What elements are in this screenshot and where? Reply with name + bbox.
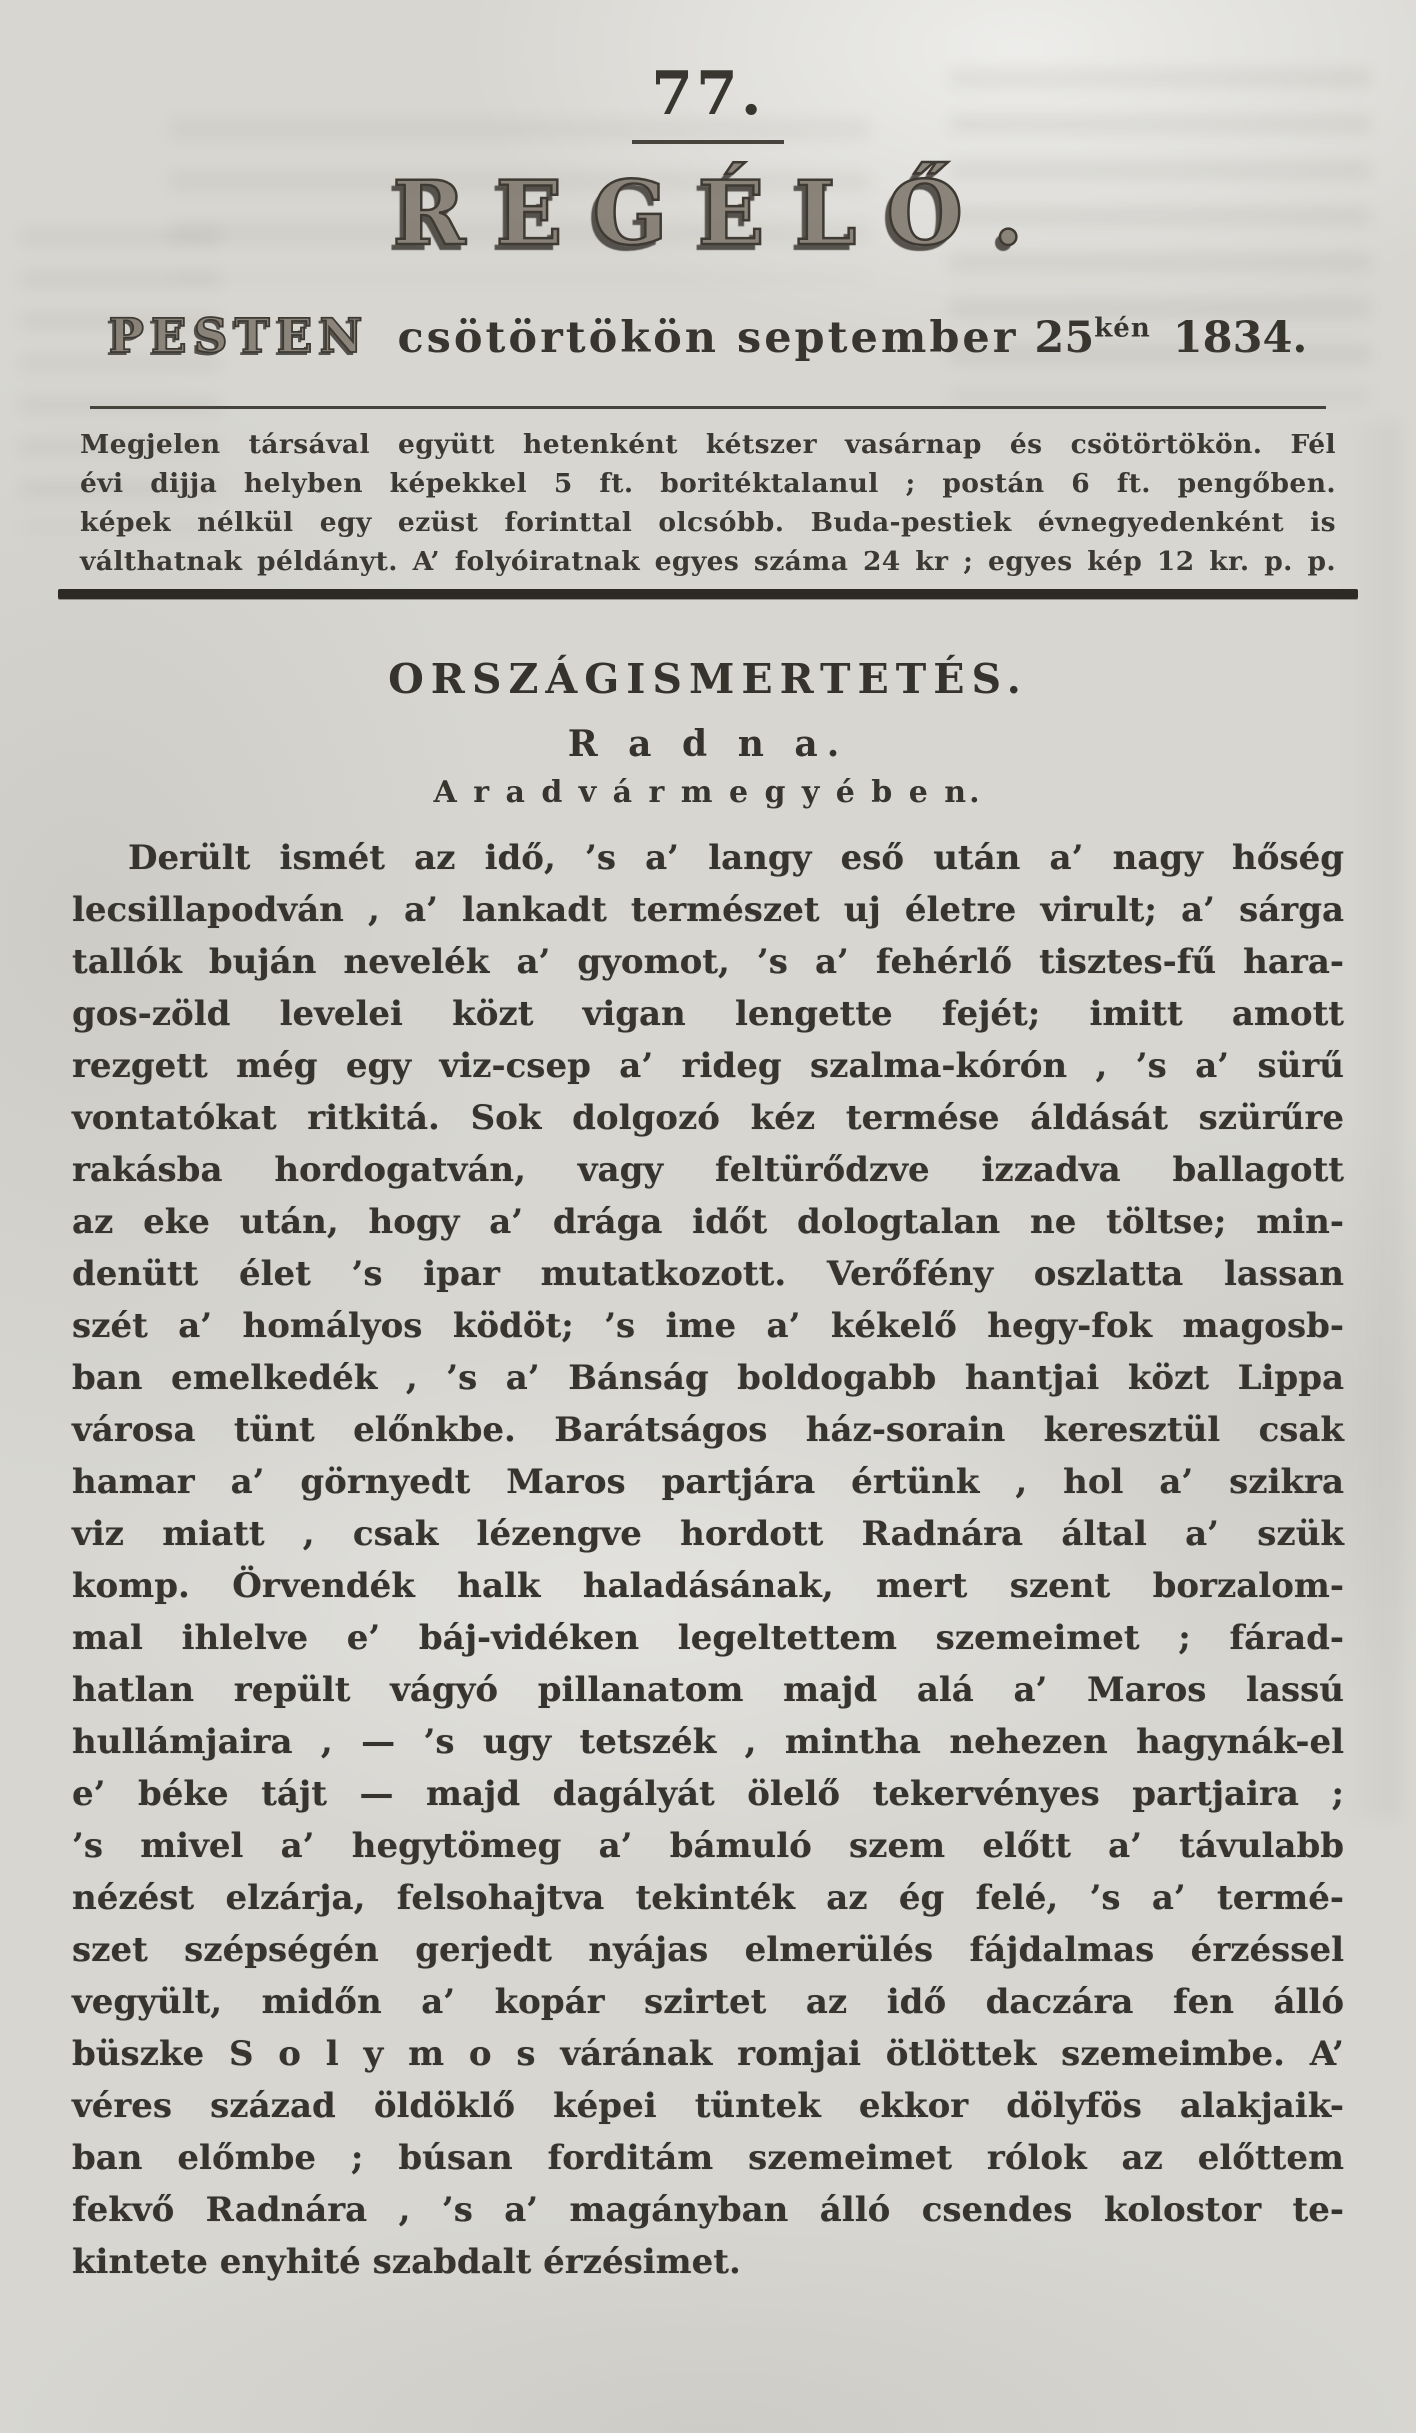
- body-line: viz miatt , csak lézengve hordott Radnára által a’ szük: [72, 1514, 1344, 1555]
- imprint-line: Megjelen társával együtt hetenként kétszer vasárnap és csötörtökön. Fél: [80, 429, 1336, 461]
- dateline: [0, 309, 1416, 364]
- article-body: [72, 832, 1344, 2288]
- dateline-day: 25: [1034, 313, 1095, 364]
- dateline-text: csötörtökön september: [397, 313, 1019, 364]
- imprint-line: válthatnak példányt. A’ folyóiratnak egyes száma 24 kr ; egyes kép 12 kr. p. p.: [80, 546, 1336, 578]
- body-line: fekvő Radnára , ’s a’ magányban álló csendes kolostor te-: [72, 2190, 1344, 2231]
- body-line: Derült ismét az idő, ’s a’ langy eső után a’ nagy hőség: [128, 838, 1344, 879]
- body-line: ban előmbe ; búsan forditám szemeimet rólok az előttem: [72, 2138, 1344, 2179]
- imprint-bottom-rule: [58, 589, 1358, 599]
- dateline-city: PESTEN: [108, 309, 370, 365]
- imprint-block: [80, 425, 1336, 581]
- body-line: hatlan repült vágyó pillanatom majd alá a’ Maros lassú: [72, 1670, 1344, 1711]
- body-line: komp. Örvendék halk haladásának, mert szent borzalom-: [72, 1566, 1344, 1607]
- dateline-year: 1834.: [1172, 313, 1308, 364]
- bleed-through-smudge: [1340, 420, 1400, 1820]
- section-title: ORSZÁGISMERTETÉS.: [388, 655, 1028, 704]
- body-line: városa tünt előnkbe. Barátságos ház-sorain keresztül csak: [72, 1410, 1344, 1451]
- body-line: kintete enyhité szabdalt érzésimet.: [72, 2242, 741, 2283]
- body-line: szét a’ homályos ködöt; ’s ime a’ kékelő hegy-fok magosb-: [72, 1306, 1344, 1347]
- masthead-title: REGÉLŐ.: [392, 161, 1054, 265]
- body-line: e’ béke tájt — majd dagályát ölelő tekervényes partjaira ;: [72, 1774, 1344, 1815]
- body-line: véres század öldöklő képei tüntek ekkor dölyfös alakjaik-: [72, 2086, 1344, 2127]
- body-line: vontatókat ritkitá. Sok dolgozó kéz termése áldását szürűre: [72, 1098, 1344, 1139]
- body-line: gos-zöld levelei közt vigan lengette fejét; imitt amott: [72, 994, 1344, 1035]
- issue-number: 77.: [651, 59, 765, 129]
- body-line: ban emelkedék , ’s a’ Bánság boldogabb hantjai közt Lippa: [72, 1358, 1344, 1399]
- body-line: tallók buján nevelék a’ gyomot, ’s a’ fehérlő tisztes-fű hara-: [72, 942, 1344, 983]
- imprint-top-rule: [90, 406, 1326, 409]
- body-line: lecsillapodván , a’ lankadt természet uj életre virult; a’ sárga: [72, 890, 1344, 931]
- imprint-line: évi dijja helyben képekkel 5 ft. boritéktalanul ; postán 6 ft. pengőben.: [80, 468, 1336, 500]
- issue-divider-rule: [632, 140, 784, 144]
- body-line: rakásba hordogatván, vagy feltürődzve izzadva ballagott: [72, 1150, 1344, 1191]
- article-title: R a d n a.: [567, 723, 849, 766]
- body-line: rezgett még egy viz-csep a’ rideg szalma-kórón , ’s a’ sürű: [72, 1046, 1344, 1087]
- body-line: hamar a’ görnyedt Maros partjára értünk , hol a’ szikra: [72, 1462, 1344, 1503]
- body-line: szet szépségén gerjedt nyájas elmerülés fájdalmas érzéssel: [72, 1930, 1344, 1971]
- body-line: büszke S o l y m o s várának romjai ötlöttek szemeimbe. A’: [72, 2034, 1344, 2075]
- body-line: nézést elzárja, felsohajtva tekinték az ég felé, ’s a’ termé-: [72, 1878, 1344, 1919]
- body-line: hullámjaira , — ’s ugy tetszék , mintha nehezen hagynák-el: [72, 1722, 1344, 1763]
- dateline-day-suffix: kén: [1094, 313, 1151, 344]
- article-subtitle: A r a d v á r m e g y é b e n.: [433, 775, 983, 811]
- body-line: ’s mivel a’ hegytömeg a’ bámuló szem előtt a’ távulabb: [72, 1826, 1344, 1867]
- body-line: vegyült, midőn a’ kopár szirtet az idő daczára fen álló: [72, 1982, 1344, 2023]
- imprint-line: képek nélkül egy ezüst forinttal olcsóbb. Buda-pestiek évnegyedenként is: [80, 507, 1336, 539]
- body-line: az eke után, hogy a’ drága időt dologtalan ne töltse; min-: [72, 1202, 1344, 1243]
- body-line: mal ihlelve e’ báj-vidéken legeltettem szemeimet ; fárad-: [72, 1618, 1344, 1659]
- body-line: denütt élet ’s ipar mutatkozott. Verőfény oszlatta lassan: [72, 1254, 1344, 1295]
